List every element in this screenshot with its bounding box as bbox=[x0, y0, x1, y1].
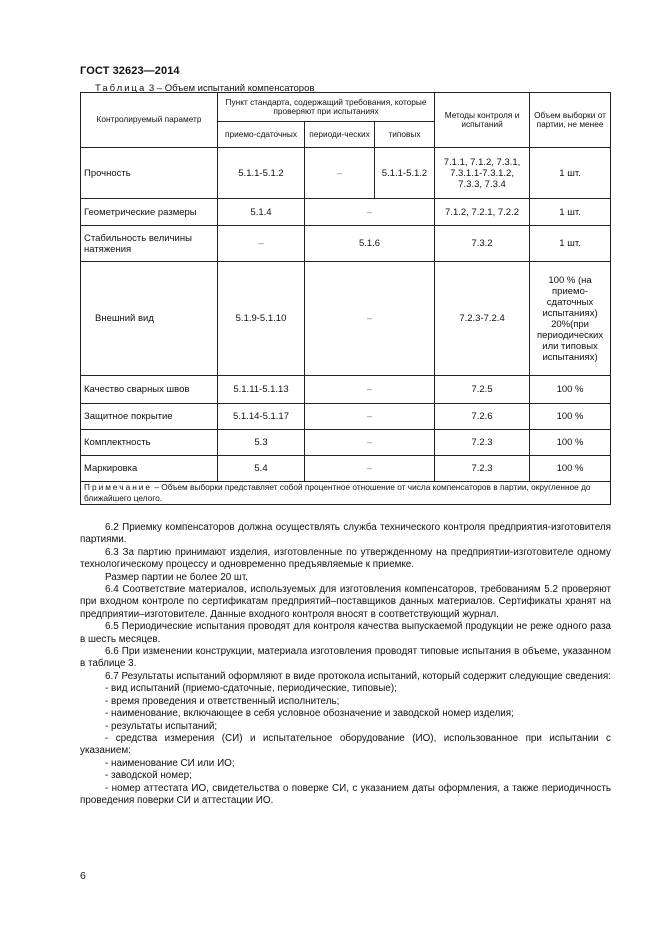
list-item: - заводской номер; bbox=[105, 770, 192, 782]
paragraph: Размер партии не более 20 шт. bbox=[105, 571, 249, 583]
table-row bbox=[81, 404, 611, 430]
table-note bbox=[81, 482, 611, 505]
cell-acceptance: 5.1.4 bbox=[218, 199, 305, 226]
cell-acceptance: 5.1.14-5.1.17 bbox=[218, 404, 305, 430]
table-row bbox=[81, 148, 611, 199]
note-text: – Объем выборки представляет собой процентное отношение от числа компенсаторов в партии, округленное до ближайшего целого. bbox=[84, 482, 591, 503]
cell-sample: 100 % bbox=[530, 376, 611, 404]
cell-sample: 100 % bbox=[530, 404, 611, 430]
table-row bbox=[81, 262, 611, 376]
cell-param: Внешний вид bbox=[81, 262, 218, 376]
list-item: - наименование, включающее в себя условное обозначение и заводской номер изделия; bbox=[105, 708, 514, 720]
cell-methods: 7.2.6 bbox=[435, 404, 530, 430]
cell-periodic: – bbox=[305, 148, 375, 199]
header-acceptance: приемо-сдаточных bbox=[218, 122, 305, 148]
table-row bbox=[81, 376, 611, 404]
cell-param: Прочность bbox=[81, 148, 218, 199]
table-header-row bbox=[81, 93, 611, 122]
table-note-row bbox=[81, 482, 611, 505]
cell-acceptance: 5.1.9-5.1.10 bbox=[218, 262, 305, 376]
header-methods: Методы контроля и испытаний bbox=[435, 93, 530, 148]
cell-sample: 100 % bbox=[530, 430, 611, 456]
cell-param: Геометрические размеры bbox=[81, 199, 218, 226]
cell-acceptance: 5.4 bbox=[218, 456, 305, 482]
cell-periodic-type: 5.1.6 bbox=[305, 226, 435, 262]
page-number: 6 bbox=[80, 870, 86, 882]
table-row bbox=[81, 199, 611, 226]
cell-periodic-type: – bbox=[305, 262, 435, 376]
list-item: - средства измерения (СИ) и испытательное оборудование (ИО), использованное при испытании с указанием: bbox=[80, 732, 611, 757]
cell-periodic-type: – bbox=[305, 430, 435, 456]
cell-methods: 7.2.3-7.2.4 bbox=[435, 262, 530, 376]
cell-periodic-type: – bbox=[305, 456, 435, 482]
paragraph: 6.7 Результаты испытаний оформляют в виде протокола испытаний, который содержит следующие сведения: bbox=[105, 670, 611, 682]
paragraph: 6.5 Периодические испытания проводят для контроля качества выпускаемой продукции не реже одного раза в шесть месяцев. bbox=[80, 621, 611, 645]
header-type: типовых bbox=[375, 122, 435, 148]
list-item: - номер аттестата ИО, свидетельства о поверке СИ, с указанием даты оформления, а также периодичность проведения поверки СИ и аттестации ИО. bbox=[80, 782, 611, 806]
cell-sample: 100 % (на приемо-сдаточных испытаниях) 20%(при периодических или типовых испытаниях) bbox=[530, 262, 611, 376]
header-clause: Пункт стандарта, содержащий требования, которые проверяют при испытаниях bbox=[218, 93, 435, 122]
cell-methods: 7.2.3 bbox=[435, 456, 530, 482]
paragraph: 6.3 За партию принимают изделия, изготовленные по утвержденному на предприятии-изготовителе одному технологическому процессу и одновременно предъявляемые к приемке. bbox=[80, 546, 611, 571]
cell-param: Защитное покрытие bbox=[81, 404, 218, 430]
cell-methods: 7.3.2 bbox=[435, 226, 530, 262]
table-caption-text: 3 – Объем испытаний компенсаторов bbox=[146, 83, 315, 94]
cell-sample: 1 шт. bbox=[530, 226, 611, 262]
cell-sample: 100 % bbox=[530, 456, 611, 482]
list-item: - результаты испытаний; bbox=[105, 720, 218, 732]
table-row bbox=[81, 226, 611, 262]
cell-periodic-type: – bbox=[305, 404, 435, 430]
list-item: - вид испытаний (приемо-сдаточные, периодические, типовые); bbox=[105, 683, 397, 695]
cell-acceptance: 5.1.11-5.1.13 bbox=[218, 376, 305, 404]
header-param: Контролируемый параметр bbox=[81, 93, 218, 148]
list-item: - наименование СИ или ИО; bbox=[105, 757, 235, 769]
header-sample: Объем выборки от партии, не менее bbox=[530, 93, 611, 148]
cell-param: Комплектность bbox=[81, 430, 218, 456]
cell-param: Стабильность величины натяжения bbox=[81, 226, 218, 262]
cell-param: Качество сварных швов bbox=[81, 376, 218, 404]
table-row bbox=[81, 456, 611, 482]
document-header: ГОСТ 32623—2014 bbox=[80, 65, 180, 77]
cell-sample: 1 шт. bbox=[530, 148, 611, 199]
body-text bbox=[80, 522, 611, 807]
header-periodic: периоди-ческих bbox=[305, 122, 375, 148]
cell-methods: 7.2.3 bbox=[435, 430, 530, 456]
list-item: - время проведения и ответственный исполнитель; bbox=[105, 695, 340, 707]
cell-methods: 7.2.5 bbox=[435, 376, 530, 404]
table-caption-word: Таблица bbox=[95, 83, 147, 94]
paragraph: 6.6 При изменении конструкции, материала изготовления проводят типовые испытания в объеме, указанном в таблице 3. bbox=[80, 646, 611, 670]
cell-acceptance: 5.3 bbox=[218, 430, 305, 456]
paragraph: 6.2 Приемку компенсаторов должна осуществлять служба технического контроля предприятия-изготовителя партиями. bbox=[80, 522, 611, 546]
cell-methods: 7.1.2, 7.2.1, 7.2.2 bbox=[435, 199, 530, 226]
note-word: Примечание bbox=[84, 482, 153, 492]
cell-sample: 1 шт. bbox=[530, 199, 611, 226]
cell-param: Маркировка bbox=[81, 456, 218, 482]
cell-periodic-type: – bbox=[305, 199, 435, 226]
cell-type: 5.1.1-5.1.2 bbox=[375, 148, 435, 199]
paragraph: 6.4 Соответствие материалов, используемых для изготовления компенсаторов, требованиям 5.2 проверяют при входном контроле по сертификатам предприятий–поставщиков данных материалов. Сертификаты хранят на предприятии–изготовителе. Данные входного контроля вносят в соответствующий журнал. bbox=[80, 584, 611, 620]
table-row bbox=[81, 430, 611, 456]
test-scope-table bbox=[80, 92, 611, 505]
cell-acceptance: – bbox=[218, 226, 305, 262]
cell-methods: 7.1.1, 7.1.2, 7.3.1, 7.3.1.1-7.3.1.2, 7.3.3, 7.3.4 bbox=[435, 148, 530, 199]
cell-periodic-type: – bbox=[305, 376, 435, 404]
cell-acceptance: 5.1.1-5.1.2 bbox=[218, 148, 305, 199]
